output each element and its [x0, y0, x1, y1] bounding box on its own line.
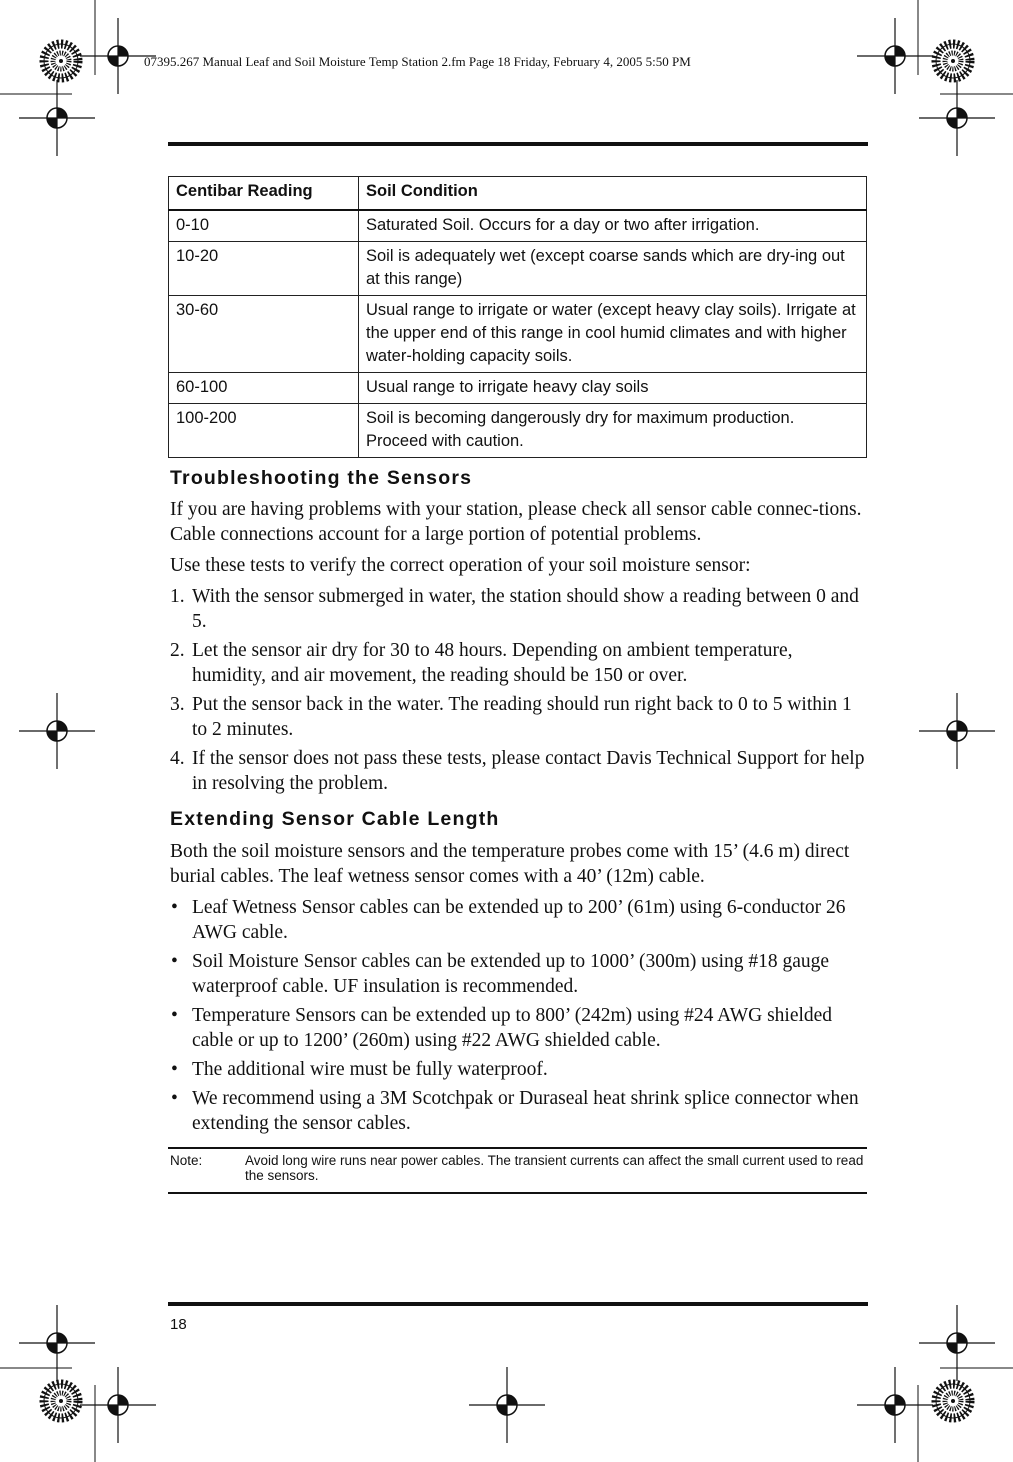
table-cell-reading: 0-10 — [169, 210, 359, 242]
bullet-marker: • — [171, 1005, 178, 1026]
list-item — [170, 895, 866, 945]
starburst-mark-bottom-right — [936, 1384, 970, 1418]
bullet-marker: • — [171, 897, 178, 918]
table-row — [169, 373, 867, 404]
list-item — [170, 746, 866, 796]
bullet-text: The additional wire must be fully waterproof. — [192, 1059, 548, 1080]
step-number: 4. — [170, 748, 185, 769]
extending-intro: Both the soil moisture sensors and the temperature probes come with 15’ (4.6 m) direct burial cables. The leaf wetness sensor comes with a 40’ (12m) cable. — [170, 841, 850, 887]
step-number: 1. — [170, 586, 185, 607]
table-row — [169, 296, 867, 373]
table-header-row — [169, 177, 867, 211]
printer-slug-line: 07395.267 Manual Leaf and Soil Moisture Temp Station 2.fm Page 18 Friday, February 4, 2005 5:50 PM — [144, 54, 691, 69]
step-text: If the sensor does not pass these tests, please contact Davis Technical Support for help in resolving the problem. — [192, 748, 865, 794]
troubleshooting-lead: Use these tests to verify the correct operation of your soil moisture sensor: — [170, 555, 751, 576]
table-row — [169, 210, 867, 242]
step-text: Let the sensor air dry for 30 to 48 hours. Depending on ambient temperature, humidity, and air movement, the reading should be 150 or over. — [192, 640, 793, 686]
column-header-centibar-reading: Centibar Reading — [169, 177, 359, 211]
table-row — [169, 242, 867, 296]
footer-rule — [168, 1302, 868, 1306]
list-item — [170, 1086, 866, 1136]
list-item — [170, 584, 866, 634]
table-row — [169, 404, 867, 458]
step-text: With the sensor submerged in water, the station should show a reading between 0 and 5. — [192, 586, 859, 632]
list-item — [170, 692, 866, 742]
table-cell-reading: 100-200 — [169, 404, 359, 458]
note-top-rule — [168, 1147, 867, 1149]
bullet-text: We recommend using a 3M Scotchpak or Duraseal heat shrink splice connector when extending the sensor cables. — [192, 1088, 859, 1134]
table-cell-reading: 30-60 — [169, 296, 359, 373]
table-cell-reading: 60-100 — [169, 373, 359, 404]
step-number: 2. — [170, 640, 185, 661]
column-header-soil-condition: Soil Condition — [359, 177, 867, 211]
bullet-text: Soil Moisture Sensor cables can be extended up to 1000’ (300m) using #18 gauge waterproof cable. UF insulation is recommended. — [192, 951, 830, 997]
list-item — [170, 638, 866, 688]
centibar-reading-table — [168, 176, 867, 458]
step-text: Put the sensor back in the water. The reading should run right back to 0 to 5 within 1 to 2 minutes. — [192, 694, 852, 740]
note-label: Note: — [170, 1153, 203, 1168]
header-rule — [168, 142, 868, 146]
list-item — [170, 949, 866, 999]
bullet-text: Leaf Wetness Sensor cables can be extended up to 200’ (61m) using 6-conductor 26 AWG cable. — [192, 897, 846, 943]
table-cell-condition: Usual range to irrigate heavy clay soils — [359, 373, 867, 404]
table-cell-reading: 10-20 — [169, 242, 359, 296]
section-heading-troubleshooting: Troubleshooting the Sensors — [170, 467, 473, 489]
starburst-mark-top-right — [936, 44, 970, 78]
starburst-mark-top-left — [44, 44, 78, 78]
table-cell-condition: Usual range to irrigate or water (except heavy clay soils). Irrigate at the upper end of this range in cool humid climates and with higher water-holding capacity soils. — [359, 296, 867, 373]
note-box — [170, 1153, 865, 1183]
table-cell-condition: Soil is becoming dangerously dry for maximum production. Proceed with caution. — [359, 404, 867, 458]
page-number: 18 — [170, 1316, 187, 1333]
bullet-marker: • — [171, 1088, 178, 1109]
table-cell-condition: Saturated Soil. Occurs for a day or two after irrigation. — [359, 210, 867, 242]
list-item — [170, 1057, 866, 1082]
starburst-mark-bottom-left — [44, 1384, 78, 1418]
list-item — [170, 1003, 866, 1053]
section-heading-extending-cable: Extending Sensor Cable Length — [170, 808, 500, 830]
table-cell-condition: Soil is adequately wet (except coarse sands which are dry-ing out at this range) — [359, 242, 867, 296]
bullet-marker: • — [171, 951, 178, 972]
bullet-marker: • — [171, 1059, 178, 1080]
note-text: Avoid long wire runs near power cables. The transient currents can affect the small current used to read the sensors. — [245, 1153, 864, 1183]
bullet-text: Temperature Sensors can be extended up to 800’ (242m) using #24 AWG shielded cable or up to 1200’ (260m) using #22 AWG shielded cable. — [192, 1005, 833, 1051]
note-bottom-rule — [168, 1192, 867, 1194]
step-number: 3. — [170, 694, 185, 715]
troubleshooting-intro: If you are having problems with your station, please check all sensor cable connec-tions. Cable connections account for a large portion of potential problems. — [170, 499, 862, 545]
